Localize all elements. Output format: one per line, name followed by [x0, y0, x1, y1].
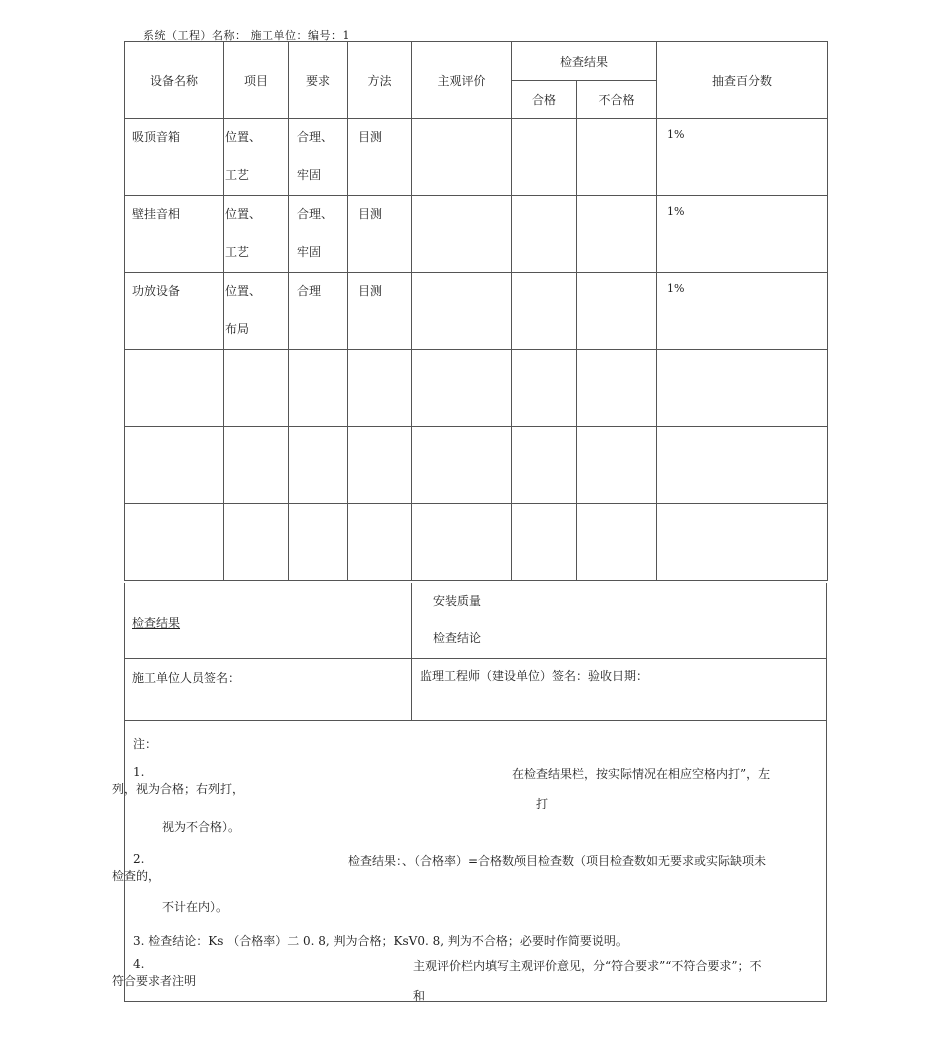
pass-cell[interactable] [512, 196, 577, 273]
fail-cell[interactable] [577, 273, 657, 350]
requirement-text: 牢固 [297, 168, 322, 182]
result-label: 检查结果 [132, 616, 181, 630]
pass-cell[interactable] [512, 350, 577, 427]
col-fail: 不合格 [577, 81, 657, 119]
table-row-empty [125, 504, 828, 581]
subjective-cell[interactable] [412, 427, 512, 504]
sample-pct: 1% [667, 282, 685, 295]
note4-text: 主观评价栏内填写主观评价意见，分“符合要求”“不符合要求”；不 [413, 959, 762, 973]
supervisor-signature-label: 监理工程师（建设单位）签名：验收日期： [420, 669, 649, 683]
requirement-text: 合理、 [297, 207, 334, 221]
inspection-table [124, 41, 828, 581]
device-name: 壁挂音相 [132, 207, 181, 221]
subjective-cell[interactable] [412, 196, 512, 273]
fail-cell[interactable] [577, 196, 657, 273]
col-subjective: 主观评价 [412, 42, 512, 119]
method-text: 目测 [358, 130, 383, 144]
subjective-cell[interactable] [412, 504, 512, 581]
col-method: 方法 [348, 42, 412, 119]
device-name: 吸顶音箱 [132, 130, 181, 144]
note1-text: 在检查结果栏，按实际情况在相应空格内打”，左 [512, 767, 771, 781]
requirement-text: 合理、 [297, 130, 334, 144]
subjective-cell[interactable] [412, 273, 512, 350]
method-text: 目测 [358, 284, 383, 298]
note3-text: 3. 检查结论：Ks （合格率）二 0. 8, 判为合格；KsV0. 8, 判为不合格；必要时作简要说明。 [133, 934, 628, 948]
item-text: 布局 [225, 322, 250, 336]
item-text: 位置、 [225, 284, 262, 298]
col-result-group: 检查结果 [512, 42, 657, 81]
note1-text: 打 [536, 797, 549, 811]
form-footer [112, 583, 827, 1003]
contractor-signature-label: 施工单位人员签名： [132, 671, 241, 685]
note1-text: 视为不合格）。 [162, 820, 241, 834]
col-device: 设备名称 [125, 42, 224, 119]
requirement-text: 牢固 [297, 245, 322, 259]
item-text: 工艺 [225, 245, 250, 259]
col-pass: 合格 [512, 81, 577, 119]
note2-text: 不计在内）。 [162, 900, 229, 914]
note4-text: 符合要求者注明 [112, 974, 197, 988]
pass-cell[interactable] [512, 504, 577, 581]
device-name: 功放设备 [132, 284, 181, 298]
install-quality-label: 安装质量 [433, 594, 482, 608]
note2-text: 检查结果：、（合格率）=合格数颅目检查数（项目检查数如无要求或实际缺项未 [348, 854, 767, 868]
note2-text: 检查的， [112, 869, 161, 883]
note2-number: 2. [133, 852, 145, 866]
fail-cell[interactable] [577, 119, 657, 196]
col-sample-pct: 抽查百分数 [657, 42, 828, 119]
method-text: 目测 [358, 207, 383, 221]
fail-cell[interactable] [577, 427, 657, 504]
item-text: 位置、 [225, 207, 262, 221]
pass-cell[interactable] [512, 119, 577, 196]
requirement-text: 合理 [297, 284, 322, 298]
fail-cell[interactable] [577, 350, 657, 427]
form-header: 系统（工程）名称： 施工单位：编号：1 [143, 29, 350, 42]
item-text: 工艺 [225, 168, 250, 182]
col-requirement: 要求 [289, 42, 348, 119]
sample-pct: 1% [667, 205, 685, 218]
table-row-empty [125, 427, 828, 504]
pass-cell[interactable] [512, 427, 577, 504]
table-row [125, 196, 828, 273]
subjective-cell[interactable] [412, 119, 512, 196]
item-text: 位置、 [225, 130, 262, 144]
table-row [125, 273, 828, 350]
fail-cell[interactable] [577, 504, 657, 581]
note4-number: 4. [133, 957, 145, 971]
note1-text: 列，视为合格；右列打， [112, 782, 245, 796]
note-label: 注： [133, 737, 158, 751]
table-row [125, 119, 828, 196]
sample-pct: 1% [667, 128, 685, 141]
table-row-empty [125, 350, 828, 427]
pass-cell[interactable] [512, 273, 577, 350]
note1-number: 1. [133, 765, 145, 779]
note4-text: 和 [413, 989, 426, 1003]
conclusion-label: 检查结论 [433, 631, 482, 645]
col-item: 项目 [224, 42, 289, 119]
subjective-cell[interactable] [412, 350, 512, 427]
